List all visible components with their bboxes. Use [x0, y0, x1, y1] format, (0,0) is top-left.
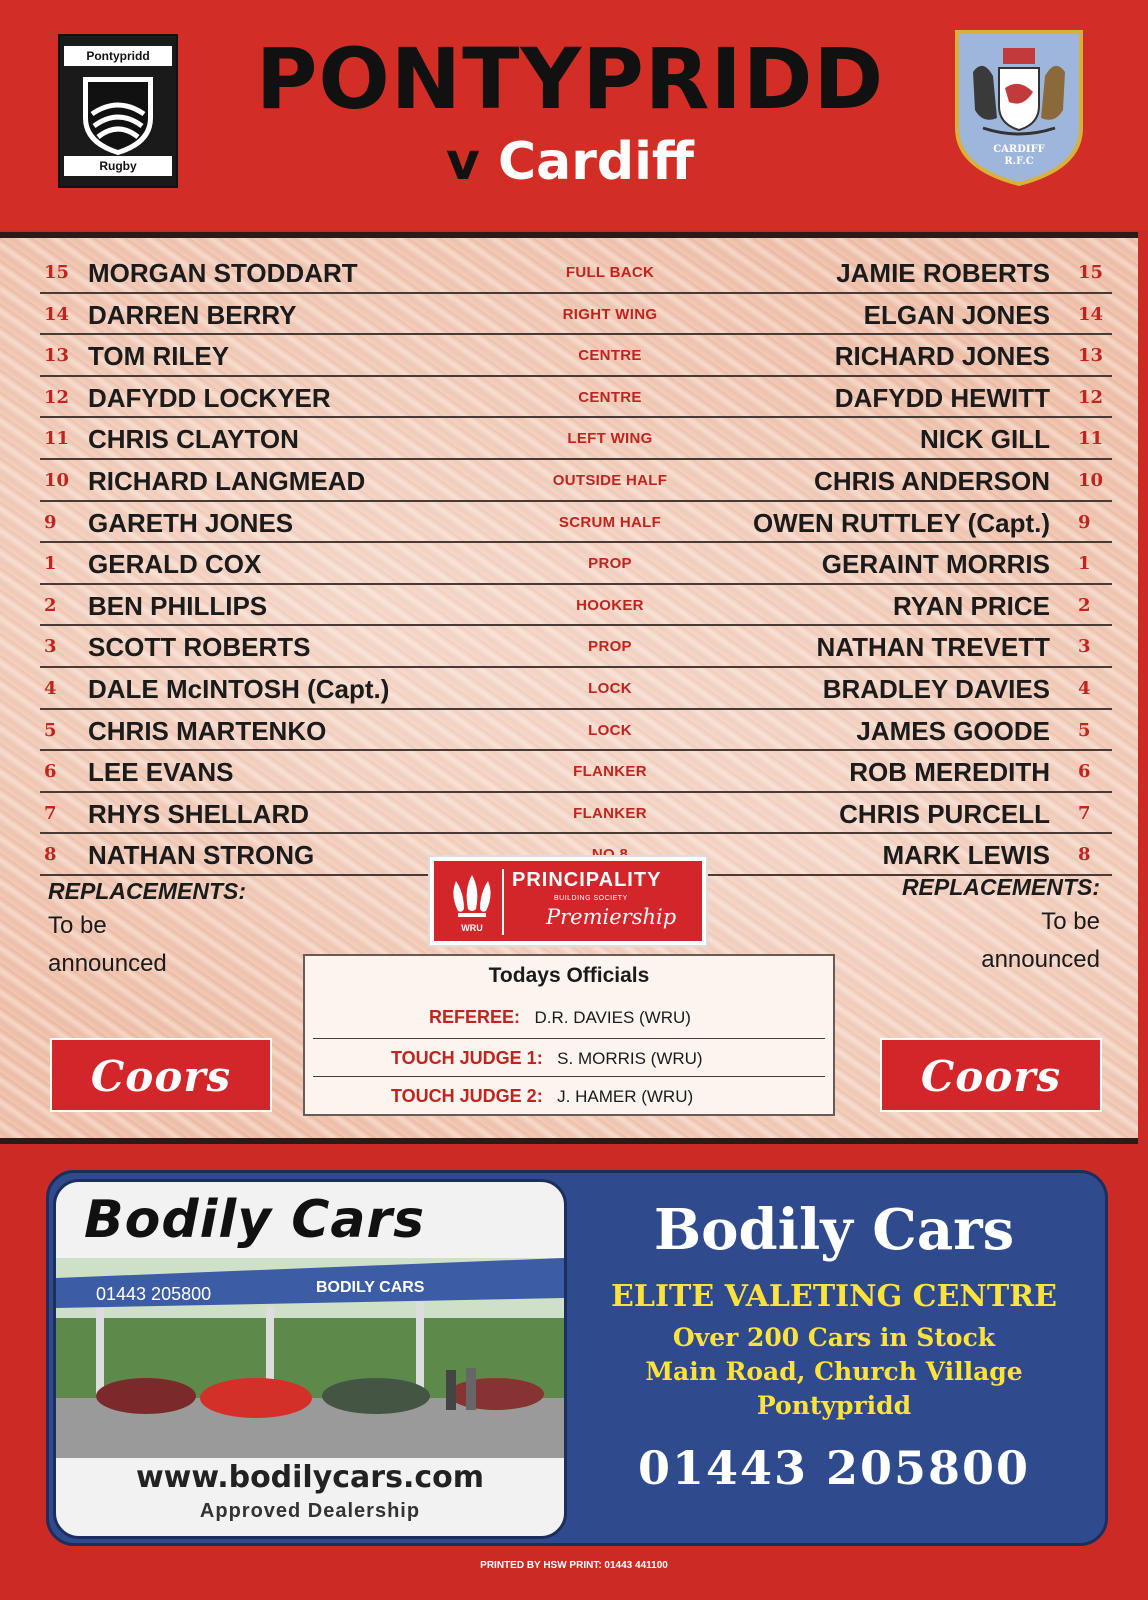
dealership-photo	[53, 1179, 567, 1539]
home-shirt-number: 7	[44, 802, 57, 824]
position-label: CENTRE	[578, 347, 642, 365]
home-player-name: DALE McINTOSH (Capt.)	[88, 673, 390, 704]
pontypridd-logo	[58, 34, 178, 188]
lineup-row	[40, 460, 1112, 502]
home-shirt-number: 10	[44, 469, 70, 491]
principality-name: PRINCIPALITY	[512, 869, 662, 891]
away-replacements-line-2: announced	[981, 946, 1100, 973]
principality-premiership-logo	[428, 855, 708, 947]
home-team-title: PONTYPRIDD	[255, 30, 885, 128]
logo-top-text: Pontypridd	[64, 46, 172, 66]
home-shirt-number: 15	[44, 262, 70, 283]
away-shirt-number: 1	[1078, 553, 1091, 575]
position-label: LOCK	[588, 679, 632, 697]
coors-logo-left	[50, 1038, 272, 1112]
crest-text-1: CARDIFF	[993, 144, 1045, 155]
home-player-name: DAFYDD LOCKYER	[88, 382, 331, 413]
home-player-name: DARREN BERRY	[88, 299, 297, 330]
position-label: PROP	[588, 638, 632, 656]
lineup-list	[40, 252, 1112, 876]
position-label: LEFT WING	[567, 430, 653, 448]
shield-icon	[78, 74, 158, 156]
home-player-name: CHRIS CLAYTON	[88, 424, 299, 455]
home-shirt-number: 1	[44, 553, 57, 575]
home-player-name: LEE EVANS	[88, 757, 234, 788]
touch-judge-2-line	[313, 1076, 825, 1115]
home-shirt-number: 5	[44, 719, 57, 741]
home-replacements-line-2: announced	[48, 950, 167, 977]
home-player-name: GARETH JONES	[88, 507, 294, 538]
touch-judge-1-name: S. MORRIS (WRU)	[557, 1049, 703, 1068]
touch-judge-1-line	[313, 1038, 825, 1077]
away-shirt-number: 4	[1078, 677, 1091, 699]
wru-text: WRU	[461, 923, 483, 933]
touch-judge-2-label: TOUCH JUDGE 2:	[391, 1086, 543, 1106]
home-shirt-number: 12	[44, 386, 70, 408]
away-player-name: ROB MEREDITH	[849, 757, 1050, 788]
away-player-name: NATHAN TREVETT	[816, 632, 1050, 663]
home-player-name: SCOTT ROBERTS	[88, 632, 311, 663]
position-label: PROP	[588, 555, 632, 573]
away-shirt-number: 9	[1078, 511, 1091, 533]
advert-line-1: Over 200 Cars in Stock	[672, 1323, 996, 1352]
advert-line-3: Pontypridd	[756, 1391, 912, 1420]
away-player-name: NICK GILL	[920, 424, 1050, 455]
away-player-name: JAMIE ROBERTS	[836, 258, 1050, 288]
principality-sub: BUILDING SOCIETY	[554, 895, 628, 902]
lineup-row	[40, 294, 1112, 336]
home-shirt-number: 14	[44, 303, 70, 325]
team-sheet	[0, 232, 1138, 1144]
position-label: FLANKER	[573, 804, 647, 822]
cardiff-crest-icon	[953, 28, 1085, 188]
away-shirt-number: 11	[1078, 428, 1104, 450]
lineup-row	[40, 710, 1112, 752]
away-shirt-number: 10	[1078, 469, 1104, 491]
away-shirt-number: 7	[1078, 802, 1091, 824]
away-shirt-number: 2	[1078, 594, 1091, 616]
home-player-name: BEN PHILLIPS	[88, 590, 268, 621]
home-player-name: TOM RILEY	[88, 341, 230, 372]
away-player-name: CHRIS PURCELL	[839, 798, 1050, 829]
away-replacements-line-1: To be	[1041, 908, 1100, 935]
away-player-name: CHRIS ANDERSON	[814, 465, 1050, 496]
home-player-name: NATHAN STRONG	[88, 840, 315, 871]
logo-bottom-text: Rugby	[64, 156, 172, 176]
advert-phone: 01443 205800	[637, 1441, 1031, 1495]
match-subtitle	[200, 130, 940, 194]
home-replacements-title: REPLACEMENTS:	[48, 878, 247, 904]
photo-title: Bodily Cars	[84, 1190, 426, 1250]
lineup-row	[40, 252, 1112, 294]
away-player-name: GERAINT MORRIS	[821, 549, 1050, 580]
position-label: FULL BACK	[565, 264, 655, 281]
away-shirt-number: 13	[1078, 345, 1104, 367]
away-replacements	[860, 874, 1100, 977]
touch-judge-1-label: TOUCH JUDGE 1:	[391, 1048, 543, 1068]
coors-label: Coors	[920, 1052, 1062, 1101]
home-shirt-number: 4	[44, 677, 57, 699]
touch-judge-2-name: J. HAMER (WRU)	[557, 1087, 694, 1106]
lineup-row	[40, 626, 1112, 668]
away-player-name: RICHARD JONES	[834, 341, 1050, 372]
home-shirt-number: 13	[44, 345, 70, 367]
away-player-name: OWEN RUTTLEY (Capt.)	[752, 507, 1050, 538]
advert-line-2: Main Road, Church Village	[645, 1357, 1023, 1386]
home-shirt-number: 9	[44, 511, 57, 533]
away-shirt-number: 3	[1078, 636, 1091, 658]
away-player-name: JAMES GOODE	[856, 715, 1050, 746]
away-shirt-number: 8	[1078, 844, 1091, 866]
officials-box	[303, 954, 835, 1116]
coors-logo-right	[880, 1038, 1102, 1112]
lineup-row	[40, 418, 1112, 460]
advert-text	[569, 1173, 1099, 1543]
bodily-cars-advert	[46, 1170, 1108, 1546]
advert-tagline: ELITE VALETING CENTRE	[611, 1279, 1057, 1314]
away-shirt-number: 12	[1078, 386, 1104, 408]
printer-credit: PRINTED BY HSW PRINT: 01443 441100	[480, 1560, 668, 1571]
prince-of-wales-feathers-icon	[442, 869, 504, 935]
home-shirt-number: 11	[44, 428, 70, 450]
forecourt-image	[56, 1258, 564, 1458]
referee-name: D.R. DAVIES (WRU)	[534, 1008, 691, 1027]
position-label: HOOKER	[576, 596, 644, 614]
home-shirt-number: 2	[44, 594, 57, 616]
home-player-name: MORGAN STODDART	[88, 258, 358, 288]
coors-label: Coors	[90, 1052, 232, 1101]
approved-dealership: Approved Dealership	[199, 1500, 421, 1522]
sign-phone: 01443 205800	[96, 1284, 212, 1304]
position-label: FLANKER	[573, 763, 647, 781]
home-replacements	[48, 878, 288, 981]
away-player-name: ELGAN JONES	[863, 299, 1050, 330]
lineup-row	[40, 793, 1112, 835]
away-shirt-number: 14	[1078, 303, 1104, 325]
lineup-row	[40, 502, 1112, 544]
home-shirt-number: 8	[44, 844, 57, 866]
position-label: RIGHT WING	[562, 305, 658, 323]
lineup-row	[40, 585, 1112, 627]
lineup-row	[40, 668, 1112, 710]
lineup-row	[40, 377, 1112, 419]
lineup-row	[40, 335, 1112, 377]
home-replacements-line-1: To be	[48, 912, 107, 939]
away-player-name: BRADLEY DAVIES	[822, 673, 1050, 704]
away-team-title: Cardiff	[497, 132, 695, 192]
referee-line	[313, 998, 825, 1036]
advert-brand: Bodily Cars	[653, 1197, 1015, 1263]
home-player-name: RHYS SHELLARD	[88, 798, 310, 829]
away-shirt-number: 6	[1078, 761, 1091, 783]
away-player-name: MARK LEWIS	[882, 840, 1050, 871]
lineup-row	[40, 543, 1112, 585]
home-shirt-number: 3	[44, 636, 57, 658]
officials-title: Todays Officials	[488, 964, 650, 987]
away-player-name: RYAN PRICE	[892, 590, 1050, 621]
lineup-row	[40, 751, 1112, 793]
vs-label: v	[445, 132, 480, 192]
home-player-name: CHRIS MARTENKO	[88, 715, 327, 746]
position-label: CENTRE	[578, 388, 642, 406]
away-player-name: DAFYDD HEWITT	[834, 382, 1050, 413]
home-player-name: GERALD COX	[88, 549, 262, 580]
position-label: LOCK	[588, 721, 632, 739]
away-replacements-title: REPLACEMENTS:	[901, 874, 1100, 900]
away-shirt-number: 5	[1078, 719, 1091, 741]
position-label: SCRUM HALF	[558, 513, 662, 531]
premiership-label: Premiership	[546, 905, 677, 929]
crest-text-2: R.F.C	[1004, 156, 1034, 167]
sign-name: BODILY CARS	[316, 1279, 425, 1296]
home-shirt-number: 6	[44, 761, 57, 783]
header	[0, 0, 1148, 230]
position-label: OUTSIDE HALF	[552, 471, 668, 489]
home-player-name: RICHARD LANGMEAD	[88, 465, 366, 496]
away-shirt-number: 15	[1078, 262, 1104, 283]
referee-label: REFEREE:	[429, 1007, 521, 1027]
website-url: www.bodilycars.com	[135, 1460, 485, 1495]
